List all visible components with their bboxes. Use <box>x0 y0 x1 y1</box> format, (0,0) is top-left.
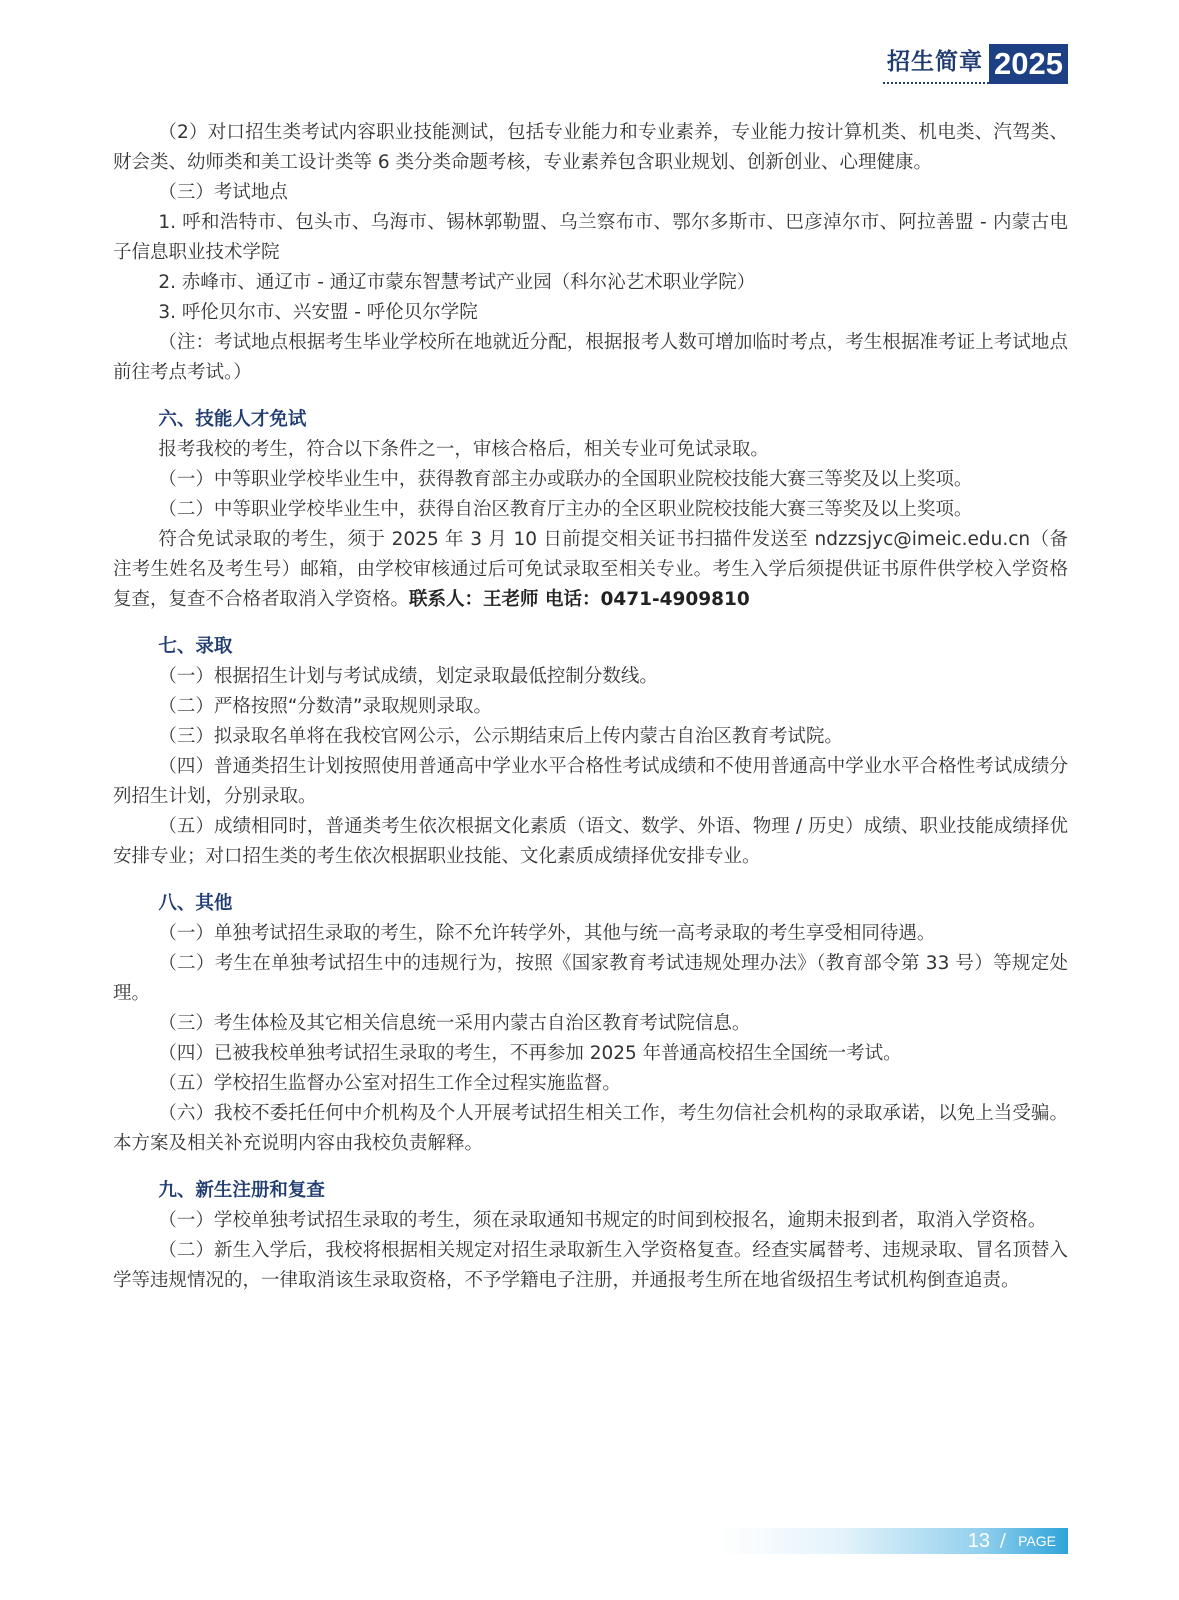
paragraph-text: （注：考试地点根据考生毕业学校所在地就近分配，根据报考人数可增加临时考点，考生根据准考证上考试地点前往考点考试。） <box>113 332 1068 383</box>
paragraph <box>113 268 1068 298</box>
paragraph-text: 符合免试录取的考生，须于 2025 年 3 月 10 日前提交相关证书扫描件发送至 ndzzsjyc@imeic.edu.cn（备注考生姓名及考生号）邮箱，由学校审核通过后可免试录取至相关专业。考生入学后须提供证书原件供学校入学资格复查，复查不合格者取消入学资格。 <box>113 529 1068 610</box>
paragraph <box>113 1039 1068 1069</box>
page-number: 13 <box>967 1530 990 1552</box>
paragraph-text: （六）我校不委托任何中介机构及个人开展考试招生相关工作，考生勿信社会机构的录取承诺，以免上当受骗。本方案及相关补充说明内容由我校负责解释。 <box>113 1103 1068 1154</box>
paragraph-text: （一）中等职业学校毕业生中，获得教育部主办或联办的全国职业院校技能大赛三等奖及以上奖项。 <box>158 469 973 490</box>
section-heading: 九、新生注册和复查 <box>158 1180 325 1201</box>
paragraph <box>113 118 1068 178</box>
paragraph <box>113 298 1068 328</box>
section-spacer <box>113 388 1068 405</box>
section-spacer <box>113 1159 1068 1176</box>
paragraph-text: （三）考生体检及其它相关信息统一采用内蒙古自治区教育考试院信息。 <box>158 1013 751 1034</box>
paragraph-text: （二）严格按照“分数清”录取规则录取。 <box>158 696 492 717</box>
paragraph-text: （一）根据招生计划与考试成绩，划定录取最低控制分数线。 <box>158 666 658 687</box>
paragraph-text: （四）普通类招生计划按照使用普通高中学业水平合格性考试成绩和不使用普通高中学业水平合格性考试成绩分列招生计划，分别录取。 <box>113 756 1068 807</box>
paragraph <box>113 919 1068 949</box>
paragraph-text: （2）对口招生类考试内容职业技能测试，包括专业能力和专业素养，专业能力按计算机类、机电类、汽驾类、财会类、幼师类和美工设计类等 6 类分类命题考核，专业素养包含职业规划、创新创业、心理健康。 <box>113 122 1068 173</box>
header-badge <box>883 44 1068 84</box>
paragraph <box>113 178 1068 208</box>
paragraph-text: （一）单独考试招生录取的考生，除不允许转学外，其他与统一高考录取的考生享受相同待遇。 <box>158 923 936 944</box>
page-footer <box>720 1528 1068 1554</box>
paragraph <box>113 752 1068 812</box>
paragraph-text: （三）拟录取名单将在我校官网公示，公示期结束后上传内蒙古自治区教育考试院。 <box>158 726 843 747</box>
document-title: 招生简章 <box>883 44 989 84</box>
paragraph-text: （三）考试地点 <box>158 182 288 203</box>
paragraph <box>113 1099 1068 1159</box>
paragraph-text: 2. 赤峰市、通辽市 - 通辽市蒙东智慧考试产业园（科尔沁艺术职业学院） <box>158 272 756 293</box>
paragraph <box>113 722 1068 752</box>
paragraph-text: （二）新生入学后，我校将根据相关规定对招生录取新生入学资格复查。经查实属替考、违规录取、冒名顶替入学等违规情况的，一律取消该生录取资格，不予学籍电子注册，并通报考生所在地省级招生考试机构倒查追责。 <box>113 1240 1068 1291</box>
page-label: PAGE <box>1018 1533 1056 1549</box>
paragraph-text: 1. 呼和浩特市、包头市、乌海市、锡林郭勒盟、乌兰察布市、鄂尔多斯市、巴彦淖尔市、阿拉善盟 - 内蒙古电子信息职业技术学院 <box>113 212 1068 263</box>
section-heading: 八、其他 <box>158 893 233 914</box>
document-body <box>113 118 1068 1296</box>
paragraph-text: （一）学校单独考试招生录取的考生，须在录取通知书规定的时间到校报名，逾期未报到者，取消入学资格。 <box>158 1210 1047 1231</box>
paragraph <box>113 495 1068 525</box>
paragraph-text: （五）成绩相同时，普通类考生依次根据文化素质（语文、数学、外语、物理 / 历史）成绩、职业技能成绩择优安排专业；对口招生类的考生依次根据职业技能、文化素质成绩择优安排专业。 <box>113 816 1068 867</box>
section-spacer <box>113 615 1068 632</box>
paragraph-text: （二）中等职业学校毕业生中，获得自治区教育厅主办的全区职业院校技能大赛三等奖及以上奖项。 <box>158 499 973 520</box>
page-separator: / <box>999 1530 1006 1551</box>
paragraph <box>113 812 1068 872</box>
paragraph <box>113 435 1068 465</box>
contact-info: 联系人：王老师 电话：0471-4909810 <box>409 589 750 610</box>
paragraph <box>113 1009 1068 1039</box>
paragraph <box>113 949 1068 1009</box>
paragraph <box>113 1206 1068 1236</box>
paragraph <box>113 662 1068 692</box>
paragraph-text: （五）学校招生监督办公室对招生工作全过程实施监督。 <box>158 1073 621 1094</box>
paragraph <box>113 1236 1068 1296</box>
section-heading: 六、技能人才免试 <box>158 409 307 430</box>
paragraph-text: （四）已被我校单独考试招生录取的考生，不再参加 2025 年普通高校招生全国统一考试。 <box>158 1043 902 1064</box>
paragraph <box>113 525 1068 615</box>
section-spacer <box>113 872 1068 889</box>
paragraph-text: 3. 呼伦贝尔市、兴安盟 - 呼伦贝尔学院 <box>158 302 478 323</box>
section-heading: 七、录取 <box>158 636 233 657</box>
paragraph-text: （二）考生在单独考试招生中的违规行为，按照《国家教育考试违规处理办法》（教育部令第 33 号）等规定处理。 <box>113 953 1068 1004</box>
paragraph <box>113 692 1068 722</box>
year-badge: 2025 <box>989 44 1068 84</box>
paragraph <box>113 1069 1068 1099</box>
paragraph <box>113 208 1068 268</box>
paragraph-text: 报考我校的考生，符合以下条件之一，审核合格后，相关专业可免试录取。 <box>158 439 769 460</box>
paragraph <box>113 465 1068 495</box>
paragraph <box>113 328 1068 388</box>
